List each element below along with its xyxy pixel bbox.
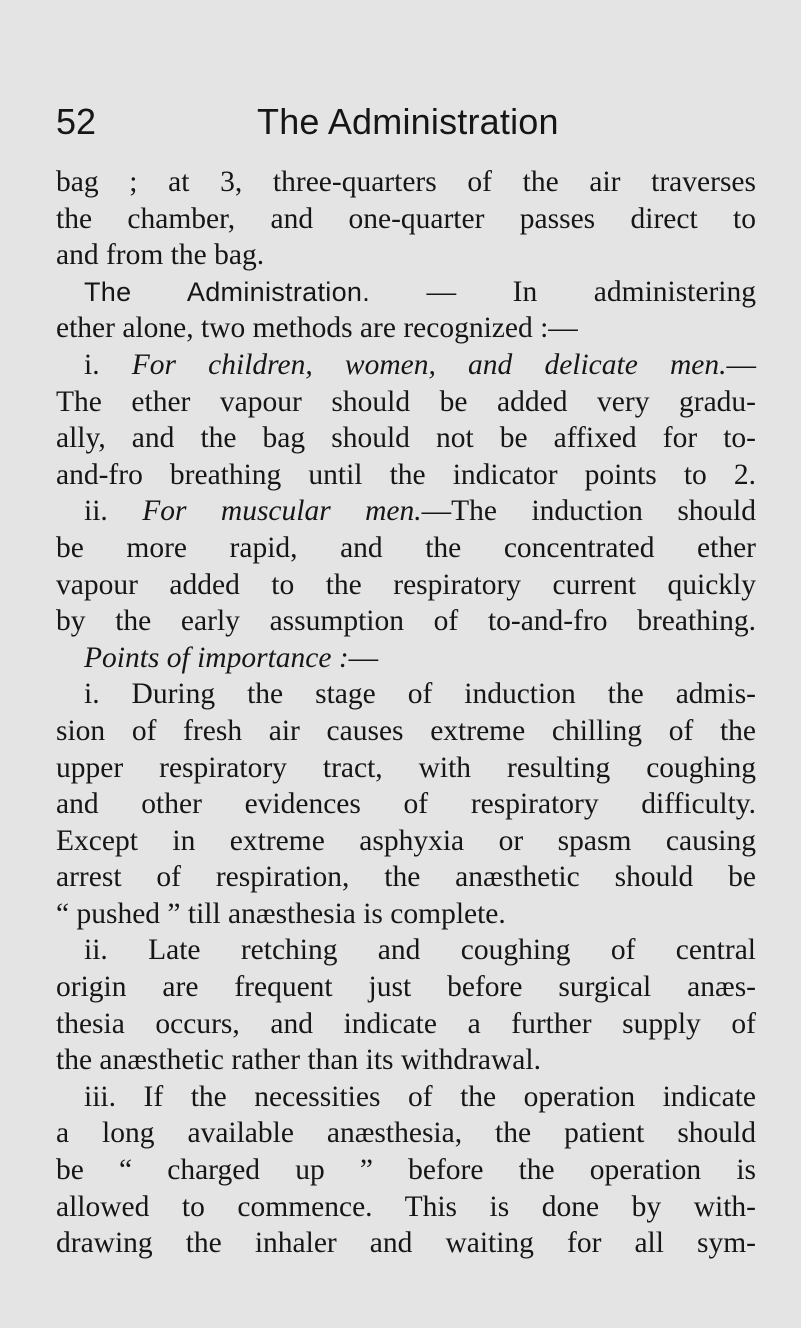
text-line: and-fro breathing until the indicator points to 2. [56,458,756,491]
text-fragment: — [726,348,756,381]
list-number: ii. [84,495,143,528]
text-line: The ether vapour should be added very gradu- [56,385,756,418]
text-line: and from the bag. [56,239,265,272]
page-number: 52 [56,101,97,142]
text-line: be more rapid, and the concentrated ether [56,531,756,564]
text-line: “ pushed ” till anæsthesia is complete. [56,897,506,930]
text-line: vapour added to the respiratory current quickly [56,568,756,601]
text-line: Except in extreme asphyxia or spasm causing [56,824,756,857]
method-heading-line [56,347,756,384]
text-line: ally, and the bag should not be affixed for to- [56,422,756,455]
text-line: sion of fresh air causes extreme chilling of the [56,714,756,747]
text-line: thesia occurs, and indicate a further supply of [56,1007,756,1040]
method-title: For children, women, and delicate men. [131,348,727,381]
page-header [56,98,756,146]
text-line: origin are frequent just before surgical anæs- [56,971,756,1004]
text-fragment: — [348,641,379,674]
text-line: ether alone, two methods are recognized :— [56,312,578,345]
text-line: a long available anæsthesia, the patient should [56,1117,756,1150]
text-line: bag ; at 3, three-quarters of the air traverses [56,166,756,198]
section-heading-line [56,274,756,311]
text-line: arrest of respiration, the anæsthetic should be [56,861,756,894]
text-line: iii. If the necessities of the operation indicate [84,1080,756,1113]
text-line: drawing the inhaler and waiting for all sym- [56,1227,756,1260]
text-line: the anæsthetic rather than its withdrawal. [56,1044,541,1077]
section-heading: The Administration. [84,276,370,307]
text-line: ii. Late retching and coughing of central [84,934,756,967]
running-title: The Administration [257,101,559,142]
text-fragment: —The induction should [421,495,756,528]
list-number: i. [84,348,132,381]
text-line: allowed to commence. This is done by with- [56,1190,756,1223]
subheading: Points of importance : [84,641,349,674]
text-line: upper respiratory tract, with resulting coughing [56,751,756,784]
subheading-line [56,640,756,677]
text-fragment: — In administering [370,275,756,308]
text-line: and other evidences of respiratory difficulty. [56,788,756,821]
body-text [56,164,756,1262]
text-line: be “ charged up ” before the operation is [56,1154,756,1187]
text-line: the chamber, and one-quarter passes direct to [56,202,756,235]
method-title: For muscular men. [142,495,422,528]
text-line: by the early assumption of to-and-fro breathing. [56,605,756,638]
text-line: i. During the stage of induction the admis- [84,678,756,711]
method-heading-line [56,493,756,530]
